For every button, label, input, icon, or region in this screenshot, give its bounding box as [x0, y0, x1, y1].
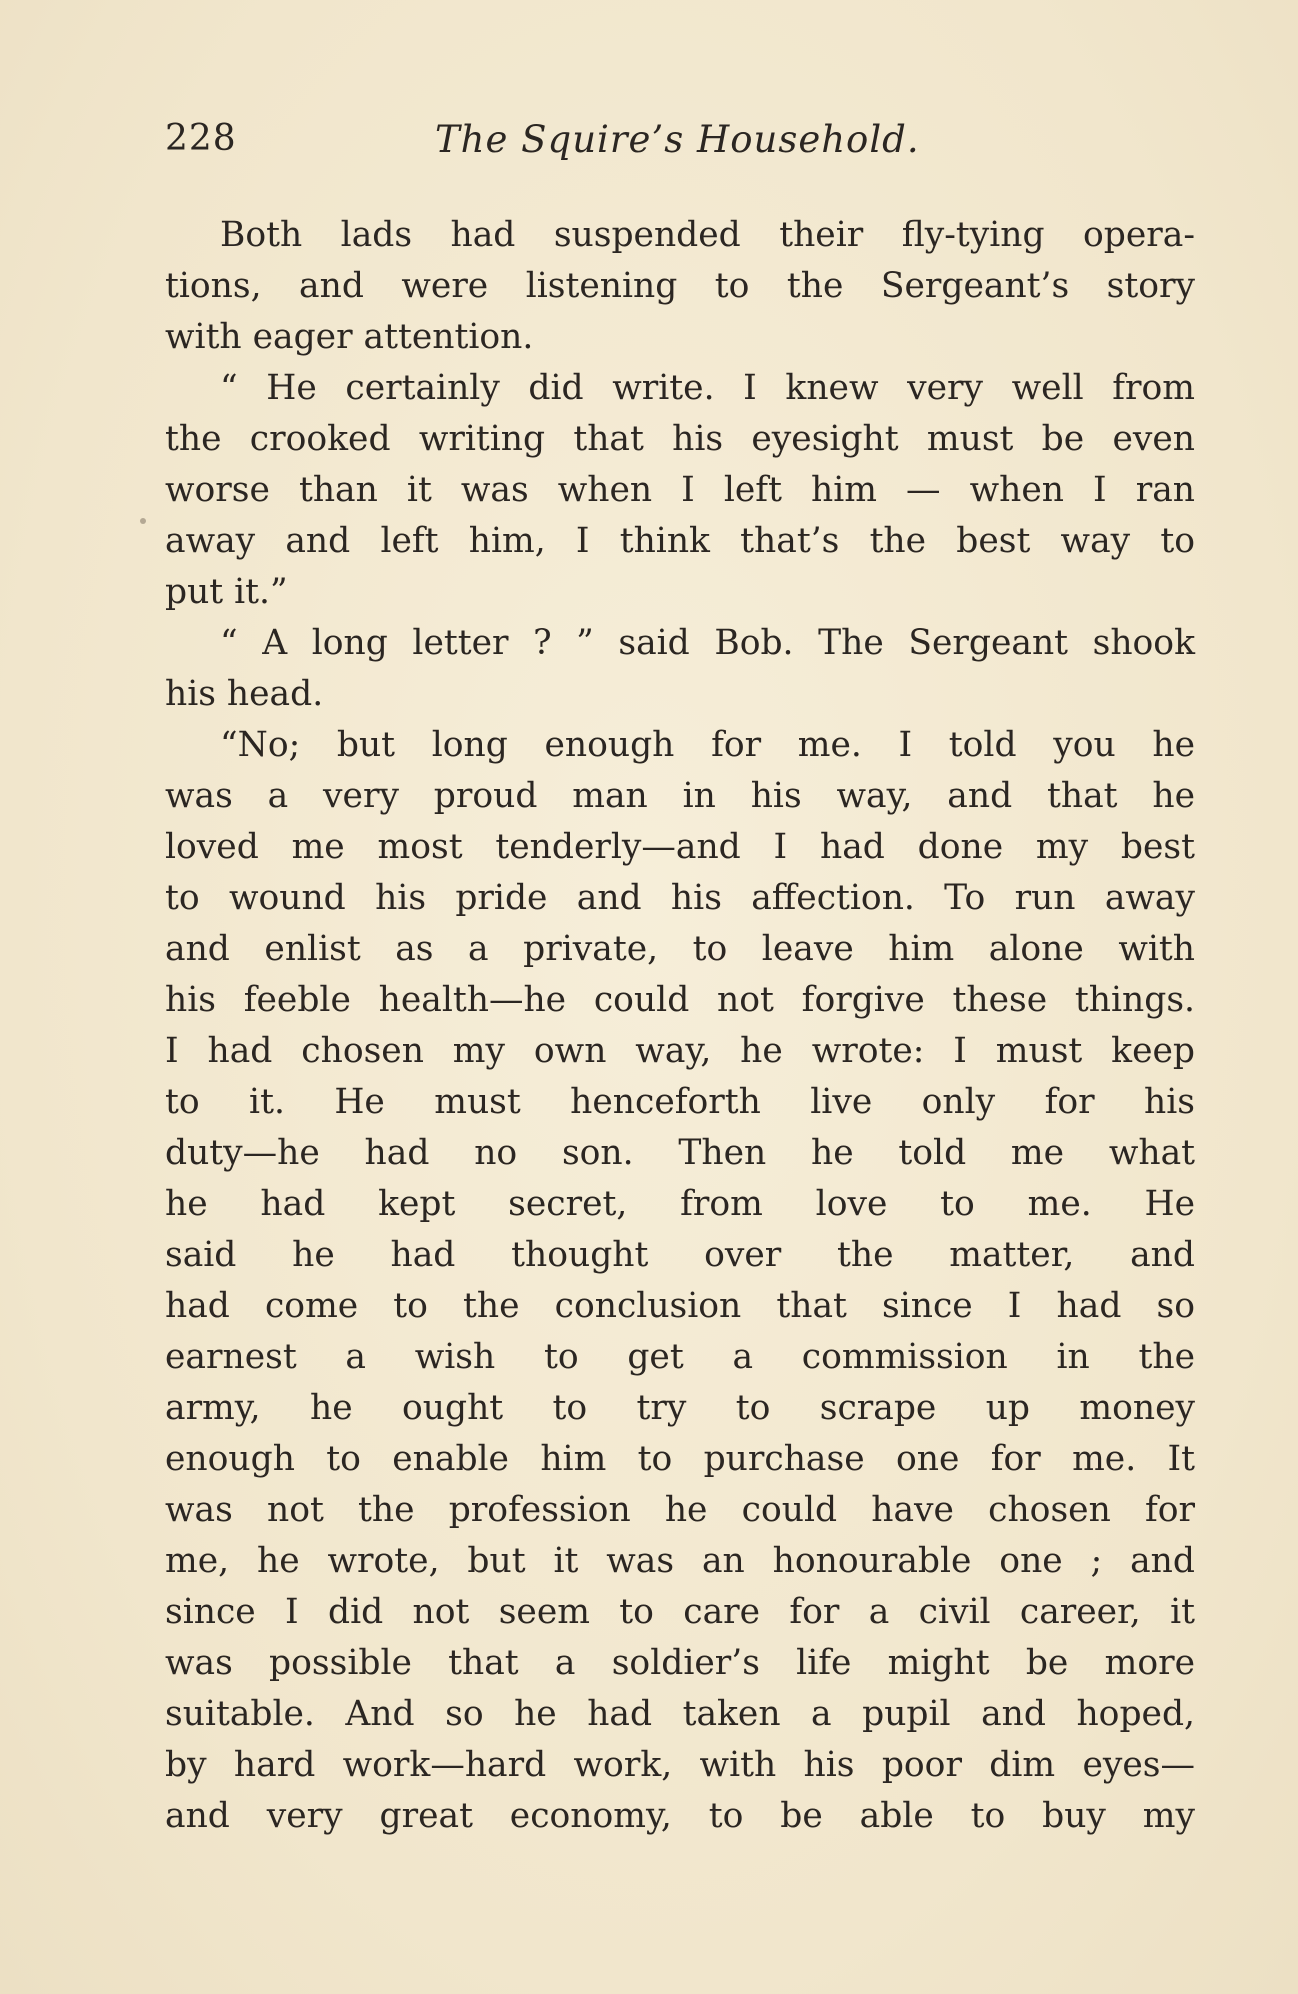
running-title: The Squire’s Household. [435, 118, 920, 161]
text-line: said he had thought over the matter, and [165, 1235, 1195, 1275]
text-line: to wound his pride and his affection. To run away [165, 878, 1195, 918]
text-line: me, he wrote, but it was an honourable one ; and [165, 1541, 1195, 1581]
text-line: had come to the conclusion that since I had so [165, 1286, 1195, 1326]
text-line: “No; but long enough for me. I told you he [220, 725, 1195, 765]
text-line: suitable. And so he had taken a pupil and hoped, [165, 1694, 1195, 1734]
text-line: the crooked writing that his eyesight must be even [165, 419, 1195, 459]
text-line: “ A long letter ? ” said Bob. The Sergeant shook [220, 623, 1195, 663]
text-line: worse than it was when I left him — when I ran [165, 470, 1195, 510]
text-line: “ He certainly did write. I knew very well from [220, 368, 1195, 408]
page-number: 228 [165, 118, 237, 159]
text-line: loved me most tenderly—and I had done my best [165, 827, 1195, 867]
page-header [165, 118, 1195, 178]
text-line: his head. [165, 674, 324, 714]
text-line: was a very proud man in his way, and that he [165, 776, 1195, 816]
text-line: his feeble health—he could not forgive these things. [165, 980, 1195, 1020]
text-line: was not the profession he could have chosen for [165, 1490, 1195, 1530]
text-line: tions, and were listening to the Sergeant’s story [165, 266, 1195, 306]
text-line: army, he ought to try to scrape up money [165, 1388, 1195, 1428]
paper-speck [140, 518, 146, 524]
text-line: Both lads had suspended their fly-tying opera- [220, 215, 1195, 255]
text-line: was possible that a soldier’s life might be more [165, 1643, 1195, 1683]
text-line: he had kept secret, from love to me. He [165, 1184, 1195, 1224]
text-line: to it. He must henceforth live only for his [165, 1082, 1195, 1122]
text-line: with eager attention. [165, 317, 534, 357]
text-line: put it.” [165, 572, 288, 612]
text-line: earnest a wish to get a commission in the [165, 1337, 1195, 1377]
text-line: since I did not seem to care for a civil career, it [165, 1592, 1195, 1632]
text-line: by hard work—hard work, with his poor dim eyes— [165, 1745, 1195, 1785]
text-line: away and left him, I think that’s the best way to [165, 521, 1195, 561]
text-line: and enlist as a private, to leave him alone with [165, 929, 1195, 969]
text-line: enough to enable him to purchase one for me. It [165, 1439, 1195, 1479]
body-text [165, 210, 1195, 1842]
text-line: duty—he had no son. Then he told me what [165, 1133, 1195, 1173]
text-line: and very great economy, to be able to buy my [165, 1796, 1195, 1836]
text-line: I had chosen my own way, he wrote: I must keep [165, 1031, 1195, 1071]
